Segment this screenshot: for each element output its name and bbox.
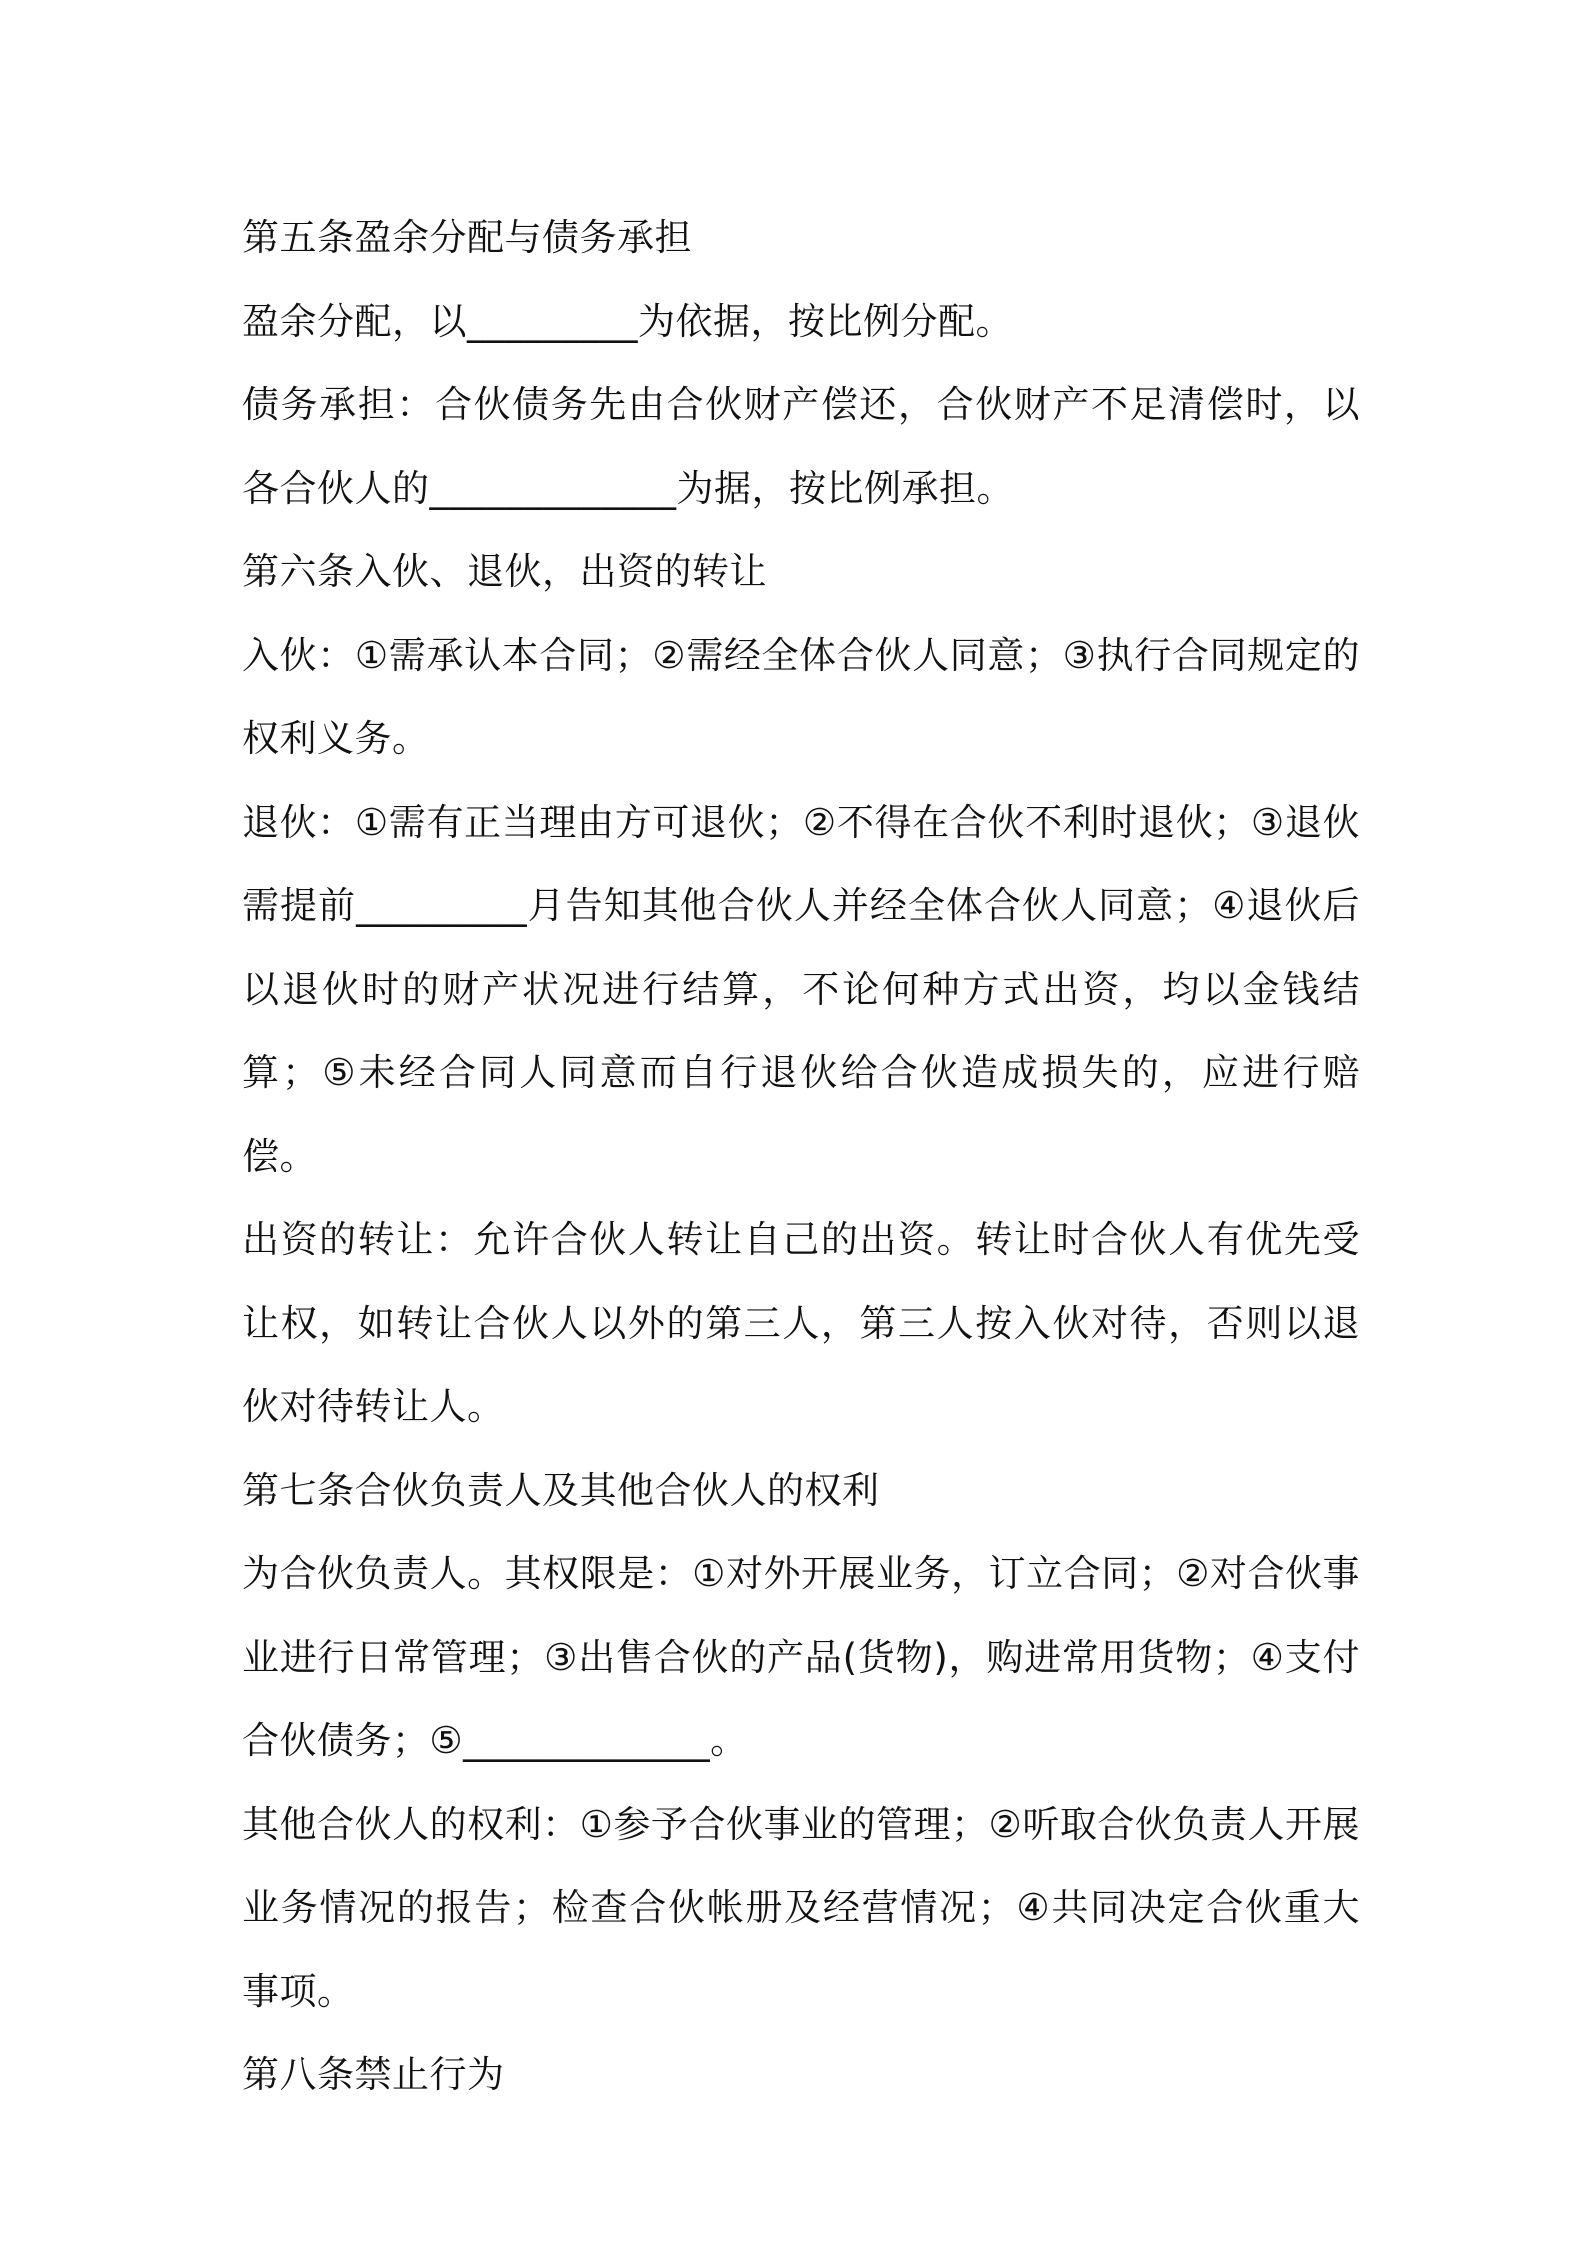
article-7-heading: 第七条合伙负责人及其他合伙人的权利: [242, 1468, 880, 1512]
article-8-heading: 第八条禁止行为: [242, 2053, 505, 2096]
capital-transfer-paragraph: 出资的转让：允许合伙人转让自己的出资。转让时合伙人有优先受让权，如转让合伙人以外的第三人，第三人按入伙对待，否则以退伙对待转让人。: [242, 1218, 1360, 1428]
manager-authority-paragraph: 为合伙负责人。其权限是：①对外开展业务，订立合同；②对合伙事业进行日常管理；③出售合伙的产品(货物)，购进常用货物；④支付合伙债务；⑤_____________。: [242, 1552, 1360, 1762]
other-partners-rights-paragraph: 其他合伙人的权利：①参予合伙事业的管理；②听取合伙负责人开展业务情况的报告；检查合伙帐册及经营情况；④共同决定合伙重大事项。: [242, 1802, 1360, 2013]
profit-distribution-paragraph: 盈余分配，以_________为依据，按比例分配。: [242, 299, 1013, 343]
debt-bearing-paragraph: 债务承担：合伙债务先由合伙财产偿还，合伙财产不足清偿时，以各合伙人的_____________为据，按比例承担。: [242, 383, 1360, 510]
joining-paragraph: 入伙：①需承认本合同；②需经全体合伙人同意；③执行合同规定的权利义务。: [242, 633, 1360, 760]
document-body: [242, 196, 1360, 2117]
article-5-heading: 第五条盈余分配与债务承担: [242, 216, 692, 259]
article-6-heading: 第六条入伙、退伙，出资的转让: [242, 550, 767, 593]
withdrawal-paragraph: 退伙：①需有正当理由方可退伙；②不得在合伙不利时退伙；③退伙需提前_________月告知其他合伙人并经全体合伙人同意；④退伙后以退伙时的财产状况进行结算，不论何种方式出资，均以金钱结算；⑤未经合同人同意而自行退伙给合伙造成损失的，应进行赔偿。: [242, 800, 1360, 1178]
